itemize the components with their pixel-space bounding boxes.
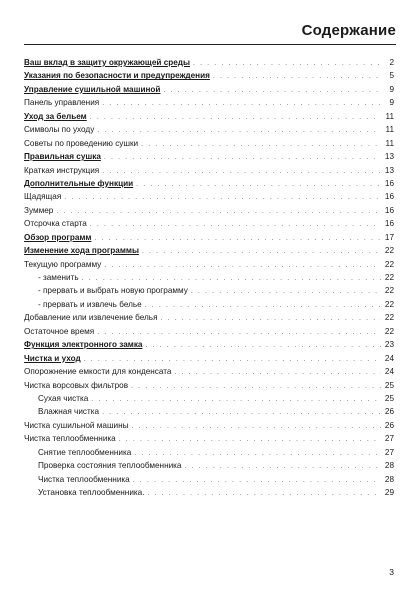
toc-entry — [24, 459, 394, 472]
toc-entry-page: 22 — [384, 313, 394, 323]
toc-entry-page: 16 — [384, 205, 394, 215]
toc-entry-label: Символы по уходу — [24, 125, 95, 135]
toc-entry-page: 13 — [384, 152, 394, 162]
toc-entry-label: Обзор программ — [24, 232, 92, 242]
toc-entry — [24, 83, 394, 96]
toc-leader-dots — [142, 245, 381, 257]
page-header — [24, 0, 396, 45]
toc-entry-label: Панель управления — [24, 98, 100, 108]
toc-entry-label: Добавление или извлечение белья — [24, 313, 158, 323]
toc-leader-dots — [102, 165, 381, 177]
toc-leader-dots — [145, 339, 381, 351]
toc-entry-label: Чистка сушильной машины — [24, 420, 129, 430]
toc-leader-dots — [136, 178, 381, 190]
table-of-contents — [24, 56, 394, 499]
toc-entry-page: 26 — [384, 407, 394, 417]
toc-leader-dots — [90, 218, 381, 230]
toc-leader-dots — [102, 406, 381, 418]
toc-entry — [24, 204, 394, 217]
toc-entry-page: 16 — [384, 192, 394, 202]
toc-entry — [24, 446, 394, 459]
toc-entry — [24, 365, 394, 378]
toc-entry-label: Дополнительные функции — [24, 178, 134, 188]
toc-entry-label: Указания по безопасности и предупреждения — [24, 71, 210, 81]
toc-entry-label: Щадящая — [24, 192, 62, 202]
toc-leader-dots — [175, 366, 382, 378]
toc-entry — [24, 311, 394, 324]
toc-entry-label: Краткая инструкция — [24, 165, 100, 175]
toc-leader-dots — [131, 380, 381, 392]
toc-entry-page: 22 — [384, 299, 394, 309]
toc-entry — [24, 486, 394, 499]
toc-entry — [24, 379, 394, 392]
toc-entry-label: Отсрочка старта — [24, 219, 87, 229]
toc-leader-dots — [163, 84, 381, 96]
page-number: 3 — [389, 567, 394, 577]
toc-entry-page: 25 — [384, 380, 394, 390]
toc-entry — [24, 258, 394, 271]
toc-entry-label: Проверка состояния теплообменника — [38, 461, 182, 471]
toc-entry — [24, 419, 394, 432]
toc-entry-page: 22 — [384, 326, 394, 336]
toc-entry — [24, 473, 394, 486]
toc-entry-label: Опорожнение емкости для конденсата — [24, 367, 172, 377]
toc-entry-page: 24 — [384, 353, 394, 363]
toc-leader-dots — [64, 191, 381, 203]
toc-entry — [24, 244, 394, 257]
page-title: Содержание — [301, 22, 396, 39]
toc-entry-label: Управление сушильной машиной — [24, 84, 161, 94]
toc-leader-dots — [91, 393, 381, 405]
toc-entry-label: Снятие теплообменника — [38, 447, 132, 457]
toc-entry-page: 28 — [384, 474, 394, 484]
toc-entry-page: 5 — [389, 71, 394, 81]
toc-leader-dots — [132, 420, 382, 432]
toc-entry-label: Текущую программу — [24, 259, 102, 269]
toc-leader-dots — [102, 97, 381, 109]
toc-entry-page: 17 — [384, 232, 394, 242]
toc-entry-page: 16 — [384, 219, 394, 229]
toc-leader-dots — [193, 57, 381, 69]
toc-leader-dots — [82, 272, 381, 284]
toc-entry-page: 22 — [384, 273, 394, 282]
toc-leader-dots — [145, 299, 381, 311]
toc-entry-page: 2 — [389, 58, 394, 67]
toc-leader-dots — [184, 460, 381, 472]
toc-entry — [24, 271, 394, 284]
toc-entry-label: Чистка теплообменника — [38, 474, 130, 484]
toc-entry — [24, 231, 394, 244]
toc-entry-page: 27 — [384, 447, 394, 457]
toc-entry-page: 29 — [384, 488, 394, 497]
toc-entry — [24, 405, 394, 418]
toc-entry-page: 27 — [384, 434, 394, 444]
toc-entry-page: 9 — [389, 98, 394, 108]
toc-leader-dots — [97, 124, 381, 136]
toc-entry-page: 11 — [385, 125, 394, 135]
toc-entry — [24, 96, 394, 109]
toc-entry-page: 11 — [385, 111, 394, 121]
toc-leader-dots — [104, 151, 381, 163]
toc-entry-label: Зуммер — [24, 205, 54, 215]
toc-entry-label: Чистка и уход — [24, 353, 81, 363]
toc-leader-dots — [213, 70, 381, 82]
toc-entry-label: Правильная сушка — [24, 152, 101, 162]
toc-entry-page: 11 — [385, 138, 394, 148]
toc-entry-page: 13 — [384, 165, 394, 175]
toc-entry-label: Остаточное время — [24, 326, 95, 336]
toc-leader-dots — [191, 285, 381, 297]
toc-entry-page: 25 — [384, 393, 394, 403]
toc-entry-label: Установка теплообменника. — [38, 488, 145, 497]
toc-leader-dots — [90, 111, 381, 123]
toc-entry — [24, 298, 394, 311]
toc-leader-dots — [84, 353, 381, 365]
toc-entry-label: Сухая чистка — [38, 393, 89, 403]
toc-entry-label: - прервать и выбрать новую программу — [38, 286, 188, 296]
toc-entry — [24, 69, 394, 82]
toc-entry-page: 22 — [384, 246, 394, 256]
toc-entry-label: Уход за бельем — [24, 111, 87, 121]
toc-entry — [24, 56, 394, 69]
toc-entry — [24, 392, 394, 405]
toc-leader-dots — [141, 138, 381, 150]
toc-entry — [24, 432, 394, 445]
toc-entry — [24, 325, 394, 338]
toc-entry — [24, 190, 394, 203]
toc-entry-page: 16 — [384, 178, 394, 188]
toc-entry-page: 26 — [384, 420, 394, 430]
toc-entry-label: Функция электронного замка — [24, 340, 143, 350]
toc-entry-label: - прервать и извлечь белье — [38, 299, 142, 309]
toc-leader-dots — [133, 474, 381, 486]
toc-entry — [24, 284, 394, 297]
toc-entry-label: Ваш вклад в защиту окружающей среды — [24, 58, 190, 67]
toc-entry-label: Чистка ворсовых фильтров — [24, 380, 129, 390]
toc-entry — [24, 150, 394, 163]
toc-leader-dots — [104, 259, 381, 271]
toc-entry — [24, 217, 394, 230]
toc-entry-page: 23 — [384, 340, 394, 350]
toc-entry-page: 9 — [389, 84, 394, 94]
toc-entry — [24, 123, 394, 136]
toc-leader-dots — [56, 205, 381, 217]
toc-entry — [24, 137, 394, 150]
toc-entry-label: Влажная чистка — [38, 407, 100, 417]
toc-leader-dots — [119, 433, 381, 445]
toc-entry-label: Советы по проведению сушки — [24, 138, 139, 148]
toc-entry — [24, 110, 394, 123]
toc-entry-page: 22 — [384, 286, 394, 296]
toc-entry — [24, 352, 394, 365]
toc-leader-dots — [148, 487, 382, 499]
toc-leader-dots — [134, 447, 381, 459]
toc-entry — [24, 164, 394, 177]
toc-entry-page: 24 — [384, 367, 394, 377]
toc-entry — [24, 338, 394, 351]
toc-entry-label: - заменить — [38, 273, 79, 282]
toc-leader-dots — [161, 312, 381, 324]
toc-entry — [24, 177, 394, 190]
toc-entry-label: Чистка теплообменника — [24, 434, 116, 444]
toc-leader-dots — [97, 326, 381, 338]
toc-entry-page: 28 — [384, 461, 394, 471]
toc-entry-page: 22 — [384, 259, 394, 269]
toc-leader-dots — [95, 232, 382, 244]
toc-entry-label: Изменение хода программы — [24, 246, 139, 256]
